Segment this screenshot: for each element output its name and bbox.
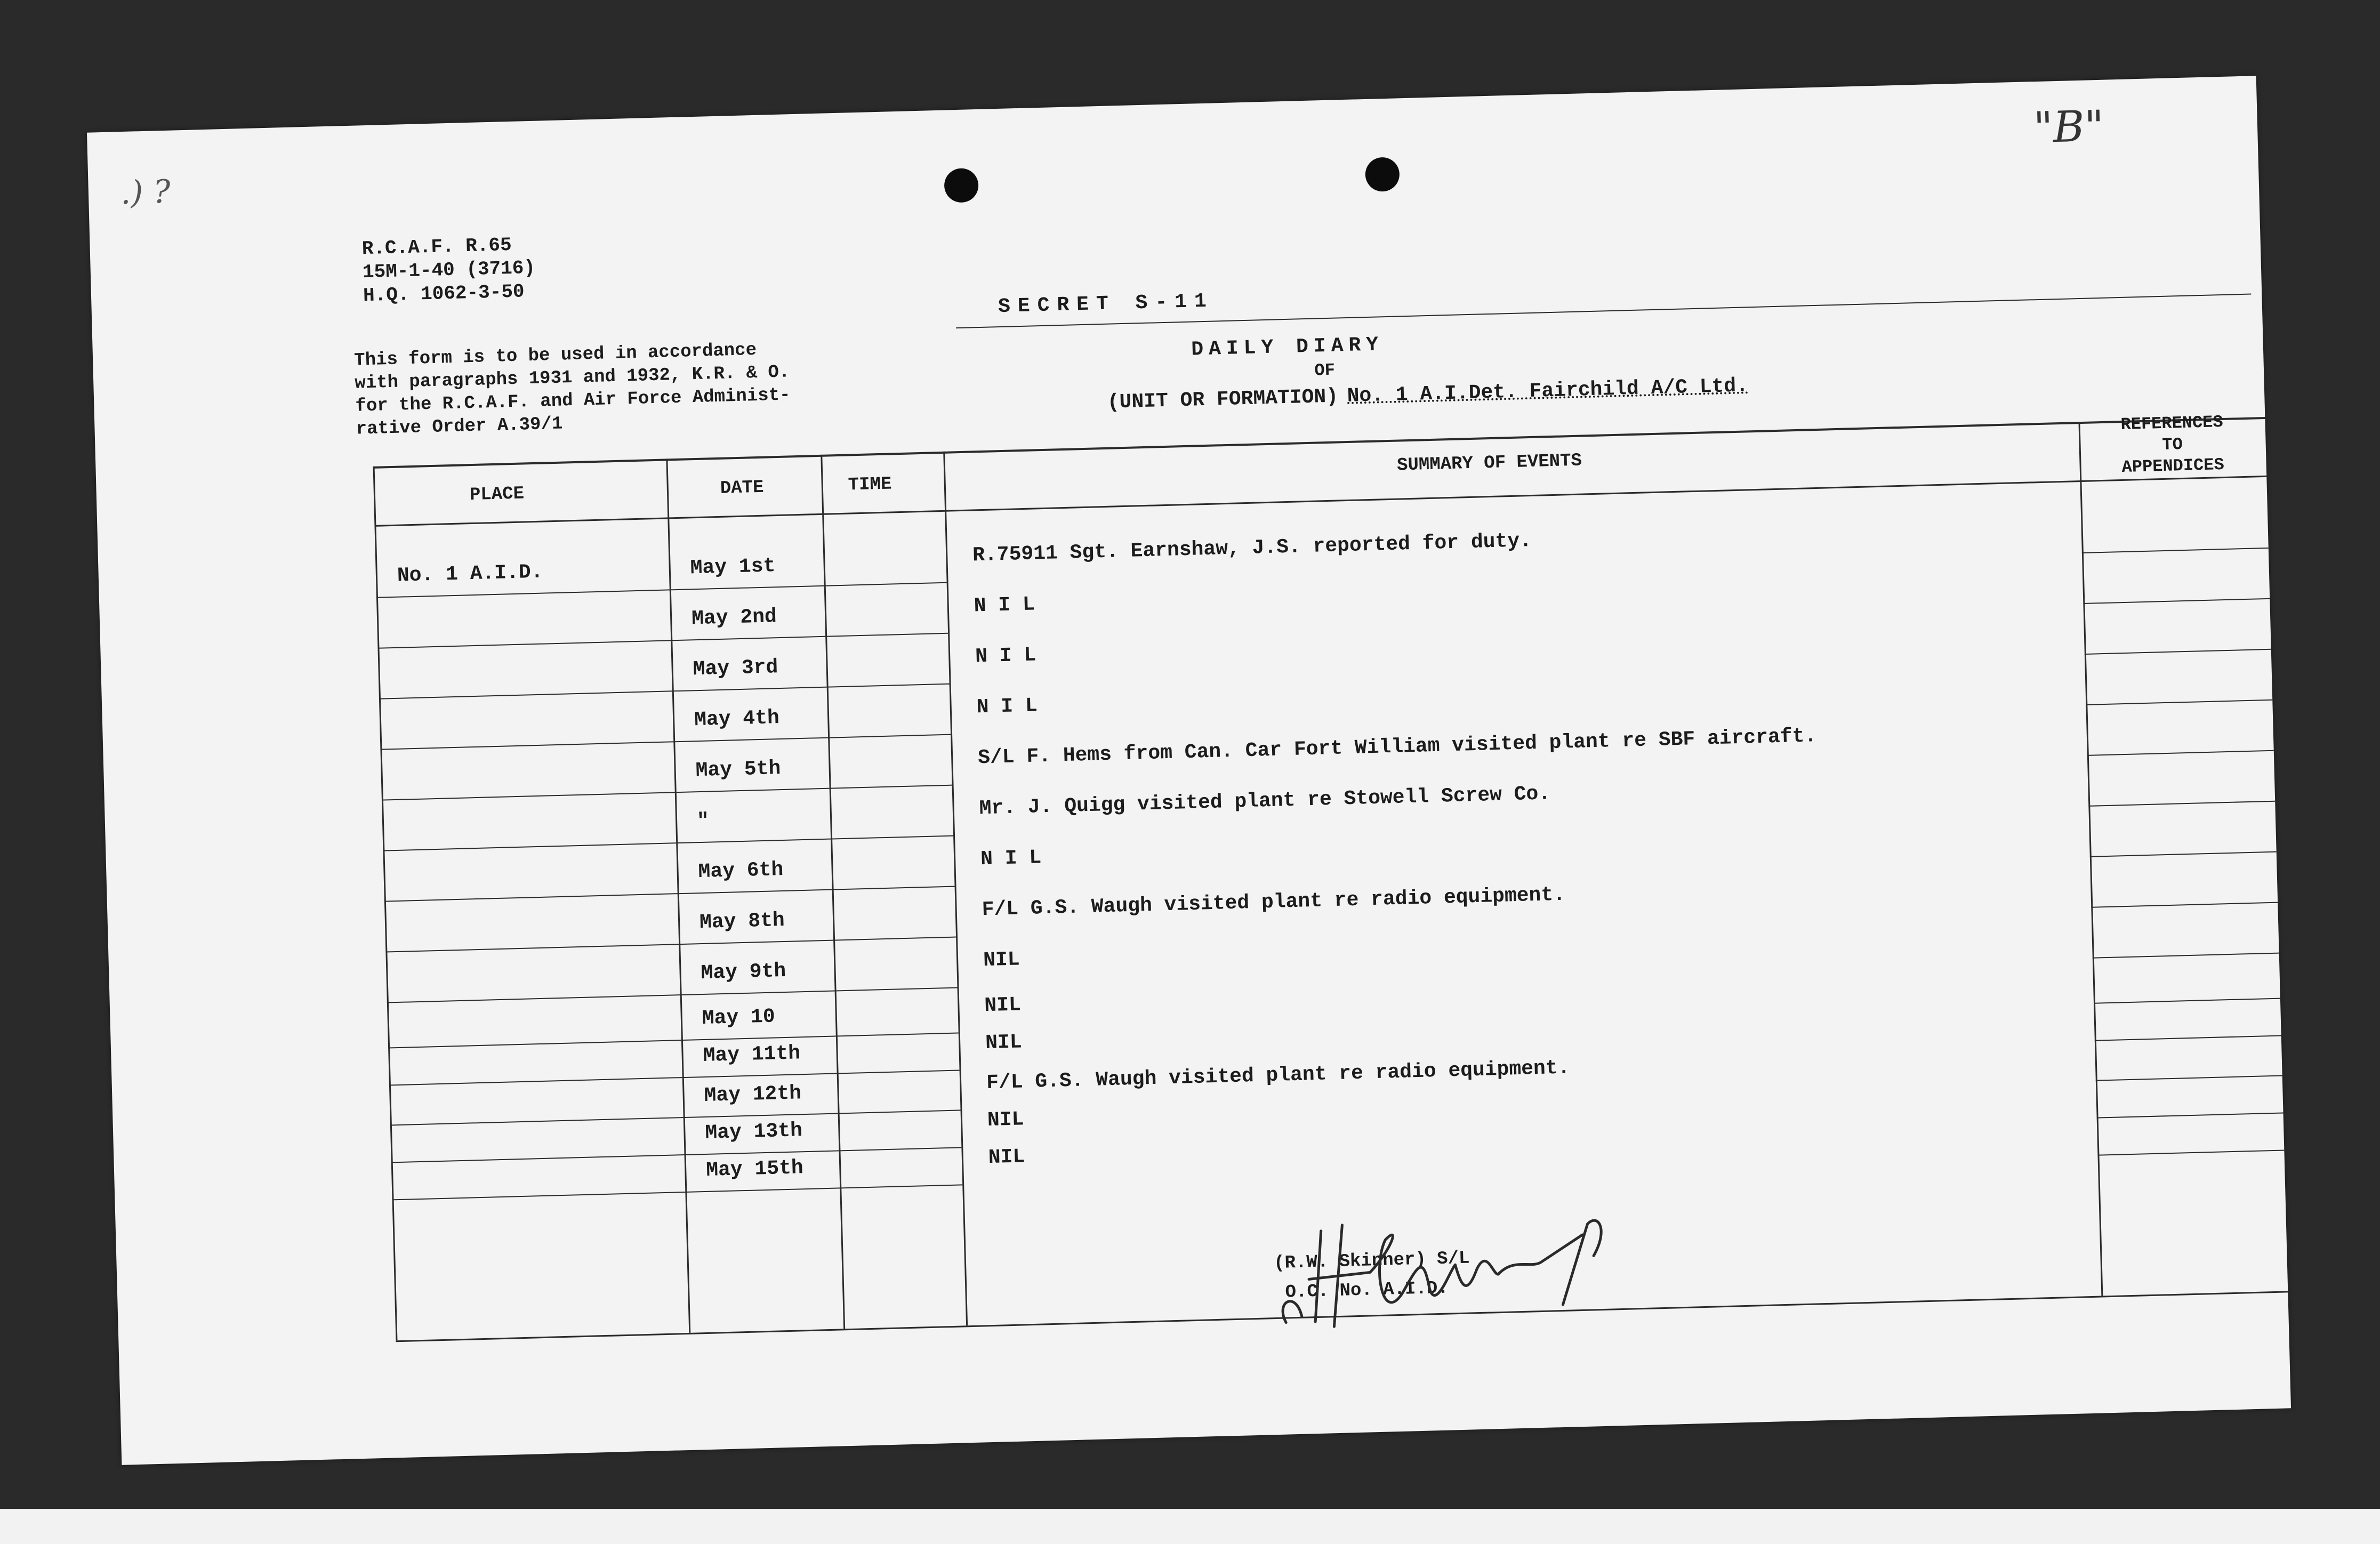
row-date: May 5th xyxy=(695,757,781,783)
form-ref-line: 15M-1-40 (3716) xyxy=(362,256,536,284)
appendix-row-divider xyxy=(2095,1035,2281,1041)
references-header-line: TO xyxy=(2161,435,2183,455)
appendix-row-divider xyxy=(2093,953,2279,959)
form-usage-note xyxy=(354,338,791,441)
references-header-line: APPENDICES xyxy=(2121,454,2225,477)
row-summary: N I L xyxy=(975,644,1036,669)
scan-border xyxy=(0,1509,2380,1544)
row-divider xyxy=(383,835,953,851)
form-note-line: rative Order A.39/1 xyxy=(356,414,563,440)
row-divider xyxy=(379,683,950,699)
row-divider xyxy=(384,886,955,902)
row-date: May 15th xyxy=(705,1156,804,1182)
row-divider xyxy=(385,937,956,953)
unit-label: (UNIT OR FORMATION) xyxy=(1107,385,1339,414)
form-note-line: with paragraphs 1931 and 1932, K.R. & O. xyxy=(354,362,790,394)
appendix-row-divider xyxy=(2097,1112,2283,1118)
form-note-line: This form is to be used in accordance xyxy=(353,340,757,371)
security-classification: SECRET S-11 xyxy=(998,290,1215,319)
row-divider xyxy=(392,1184,963,1200)
row-date: May 4th xyxy=(694,706,780,732)
row-date: May 9th xyxy=(701,959,786,985)
appendix-row-divider xyxy=(2083,598,2270,604)
row-date: " xyxy=(696,809,710,833)
row-date: May 1st xyxy=(690,554,776,580)
row-divider xyxy=(382,785,952,801)
row-summary: N I L xyxy=(976,694,1038,719)
row-divider xyxy=(388,1032,959,1048)
row-date: May 2nd xyxy=(691,605,777,631)
unit-value: No. 1 A.I.Det. Fairchild A/C Ltd. xyxy=(1347,374,1749,408)
appendix-letter-mark: "B" xyxy=(2032,101,2105,153)
row-date: May 10 xyxy=(702,1005,776,1031)
row-summary: NIL xyxy=(987,1108,1025,1132)
row-summary: NIL xyxy=(984,993,1022,1018)
row-date: May 13th xyxy=(704,1119,803,1145)
row-date: May 12th xyxy=(704,1082,802,1108)
column-header-time: TIME xyxy=(848,474,892,496)
row-date: May 11th xyxy=(703,1042,801,1068)
punch-hole xyxy=(944,168,979,203)
row-divider xyxy=(390,1109,961,1125)
row-summary: F/L G.S. Waugh visited plant re radio equipment. xyxy=(982,883,1566,922)
appendix-row-divider xyxy=(2087,750,2274,756)
appendix-row-divider xyxy=(2097,1149,2284,1155)
row-date: May 8th xyxy=(699,908,785,935)
punch-hole xyxy=(1365,157,1400,192)
row-summary: F/L G.S. Waugh visited plant re radio equipment. xyxy=(986,1056,1570,1095)
form-reference xyxy=(361,233,536,308)
appendix-row-divider xyxy=(2096,1075,2282,1081)
appendix-row-divider xyxy=(2082,548,2269,553)
appendix-row-divider xyxy=(2085,649,2271,655)
row-divider xyxy=(387,987,958,1003)
row-date: May 6th xyxy=(698,858,784,884)
appendix-row-divider xyxy=(2088,801,2275,807)
form-ref-line: H.Q. 1062-3-50 xyxy=(363,280,525,307)
signatory-name: (R.W. Skinner) S/L xyxy=(1273,1248,1470,1274)
row-summary: Mr. J. Quigg visited plant re Stowell Screw Co. xyxy=(979,782,1551,821)
row-summary: NIL xyxy=(985,1031,1023,1055)
form-note-line: for the R.C.A.F. and Air Force Administ- xyxy=(355,385,791,417)
row-divider xyxy=(380,734,951,750)
table-header-border xyxy=(374,476,2266,527)
form-ref-line: R.C.A.F. R.65 xyxy=(361,234,512,260)
row-summary: NIL xyxy=(988,1145,1025,1170)
handwritten-signature xyxy=(1262,1201,1650,1350)
appendix-row-divider xyxy=(2094,998,2280,1004)
row-divider xyxy=(377,633,948,649)
table-column-line xyxy=(943,452,968,1326)
diary-title: DAILY DIARY xyxy=(1191,333,1384,361)
row-divider xyxy=(391,1147,962,1163)
signatory-title: O.C. No. A.I.D. xyxy=(1285,1278,1449,1303)
row-divider xyxy=(389,1069,960,1085)
diary-title-of: OF xyxy=(1314,360,1336,381)
appendix-row-divider xyxy=(2090,851,2277,857)
corner-pencil-mark: .) ? xyxy=(120,173,171,212)
row-summary: NIL xyxy=(983,948,1020,972)
row-place: No. 1 A.I.D. xyxy=(397,560,544,588)
appendix-row-divider xyxy=(2086,699,2272,705)
row-summary: R.75911 Sgt. Earnshaw, J.S. reported for duty. xyxy=(972,529,1532,567)
diary-page xyxy=(87,76,2291,1465)
column-header-summary: SUMMARY OF EVENTS xyxy=(1396,451,1582,476)
references-header-line: REFERENCES xyxy=(2120,412,2224,435)
row-summary: S/L F. Hems from Can. Car Fort William visited plant re SBF aircraft. xyxy=(977,725,1817,770)
row-summary: N I L xyxy=(980,846,1042,871)
row-summary: N I L xyxy=(974,593,1035,618)
appendix-row-divider xyxy=(2091,902,2278,908)
column-header-references xyxy=(2084,411,2261,479)
column-header-date: DATE xyxy=(720,477,764,499)
row-date: May 3rd xyxy=(693,656,778,681)
column-header-place: PLACE xyxy=(469,484,525,506)
